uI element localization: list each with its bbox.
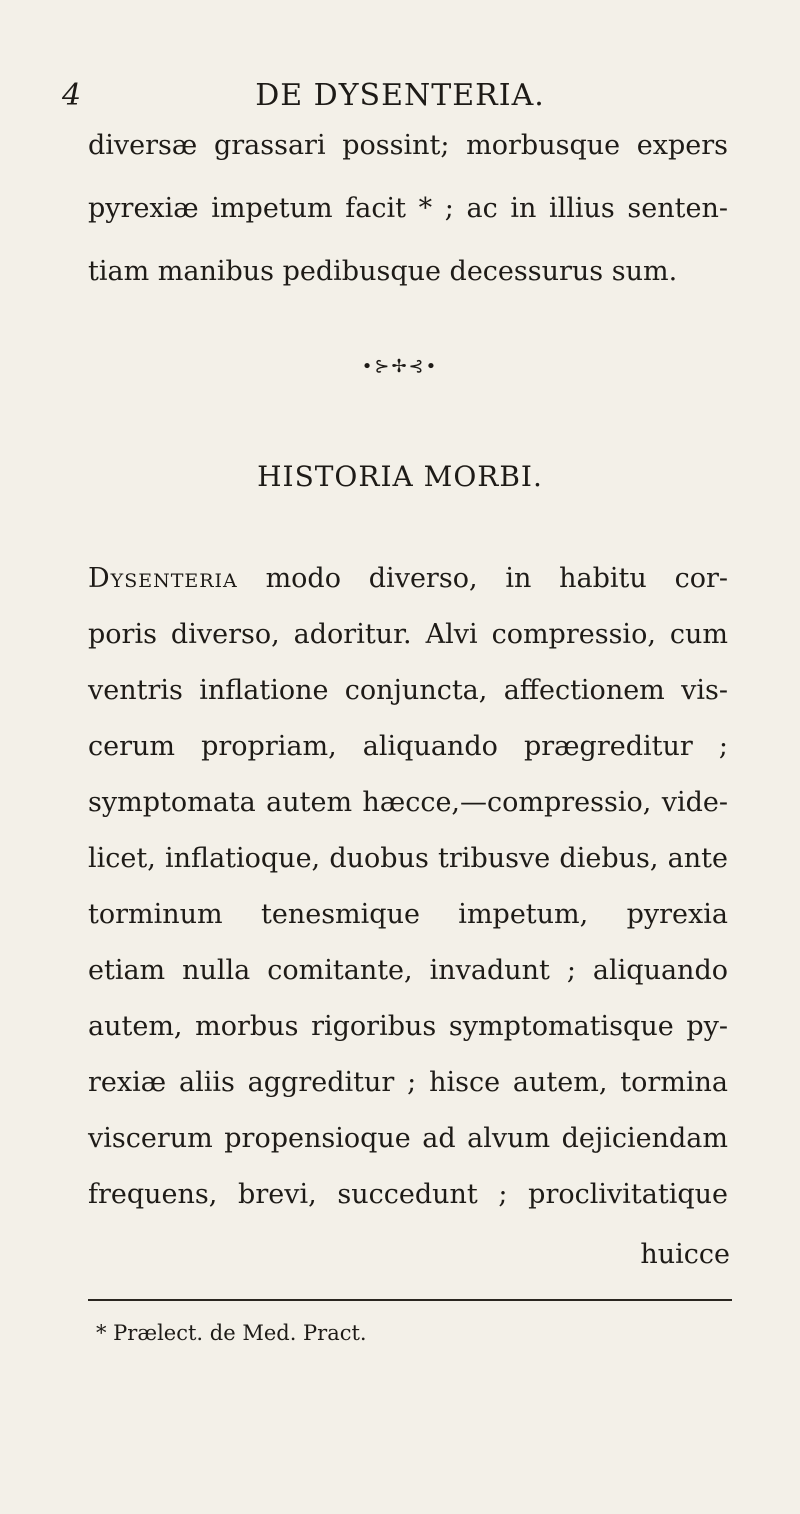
initial-word: Dysenteria xyxy=(88,563,238,594)
text-line: autem, morbus rigoribus symptomatisque py- xyxy=(88,1011,728,1042)
text-line: pyrexiæ impetum facit * ; ac in illius senten- xyxy=(88,193,728,224)
text-line: cerum propriam, aliquando prægreditur ; xyxy=(88,731,728,762)
text-line: licet, inflatioque, duobus tribusve diebus, ante xyxy=(88,843,728,874)
page-number: 4 xyxy=(62,78,82,113)
first-line-text: modo diverso, in habitu cor- xyxy=(237,563,728,594)
text-line: viscerum propensioque ad alvum dejiciendam xyxy=(88,1123,728,1154)
catchword: huicce xyxy=(640,1239,730,1270)
text-line: rexiæ aliis aggreditur ; hisce autem, tormina xyxy=(88,1067,728,1098)
text-line: diversæ grassari possint; morbusque expers xyxy=(88,130,728,161)
footnote: * Prælect. de Med. Pract. xyxy=(96,1321,367,1345)
section-heading: HISTORIA MORBI. xyxy=(257,460,543,493)
running-head: DE DYSENTERIA. xyxy=(255,78,545,113)
text-line: poris diverso, adoritur. Alvi compressio, cum xyxy=(88,619,728,650)
text-line: ventris inflatione conjuncta, affectionem vis- xyxy=(88,675,728,706)
footnote-rule xyxy=(88,1299,732,1301)
text-line: frequens, brevi, succedunt ; proclivitatique xyxy=(88,1179,728,1210)
text-line: symptomata autem hæcce,—compressio, vide- xyxy=(88,787,728,818)
text-line: tiam manibus pedibusque decessurus sum. xyxy=(88,256,678,287)
text-line: torminum tenesmique impetum, pyrexia xyxy=(88,899,728,930)
paragraph-first-line xyxy=(88,565,728,592)
text-line: etiam nulla comitante, invadunt ; aliquando xyxy=(88,955,728,986)
ornament: •⊱✢⊰• xyxy=(361,356,439,377)
